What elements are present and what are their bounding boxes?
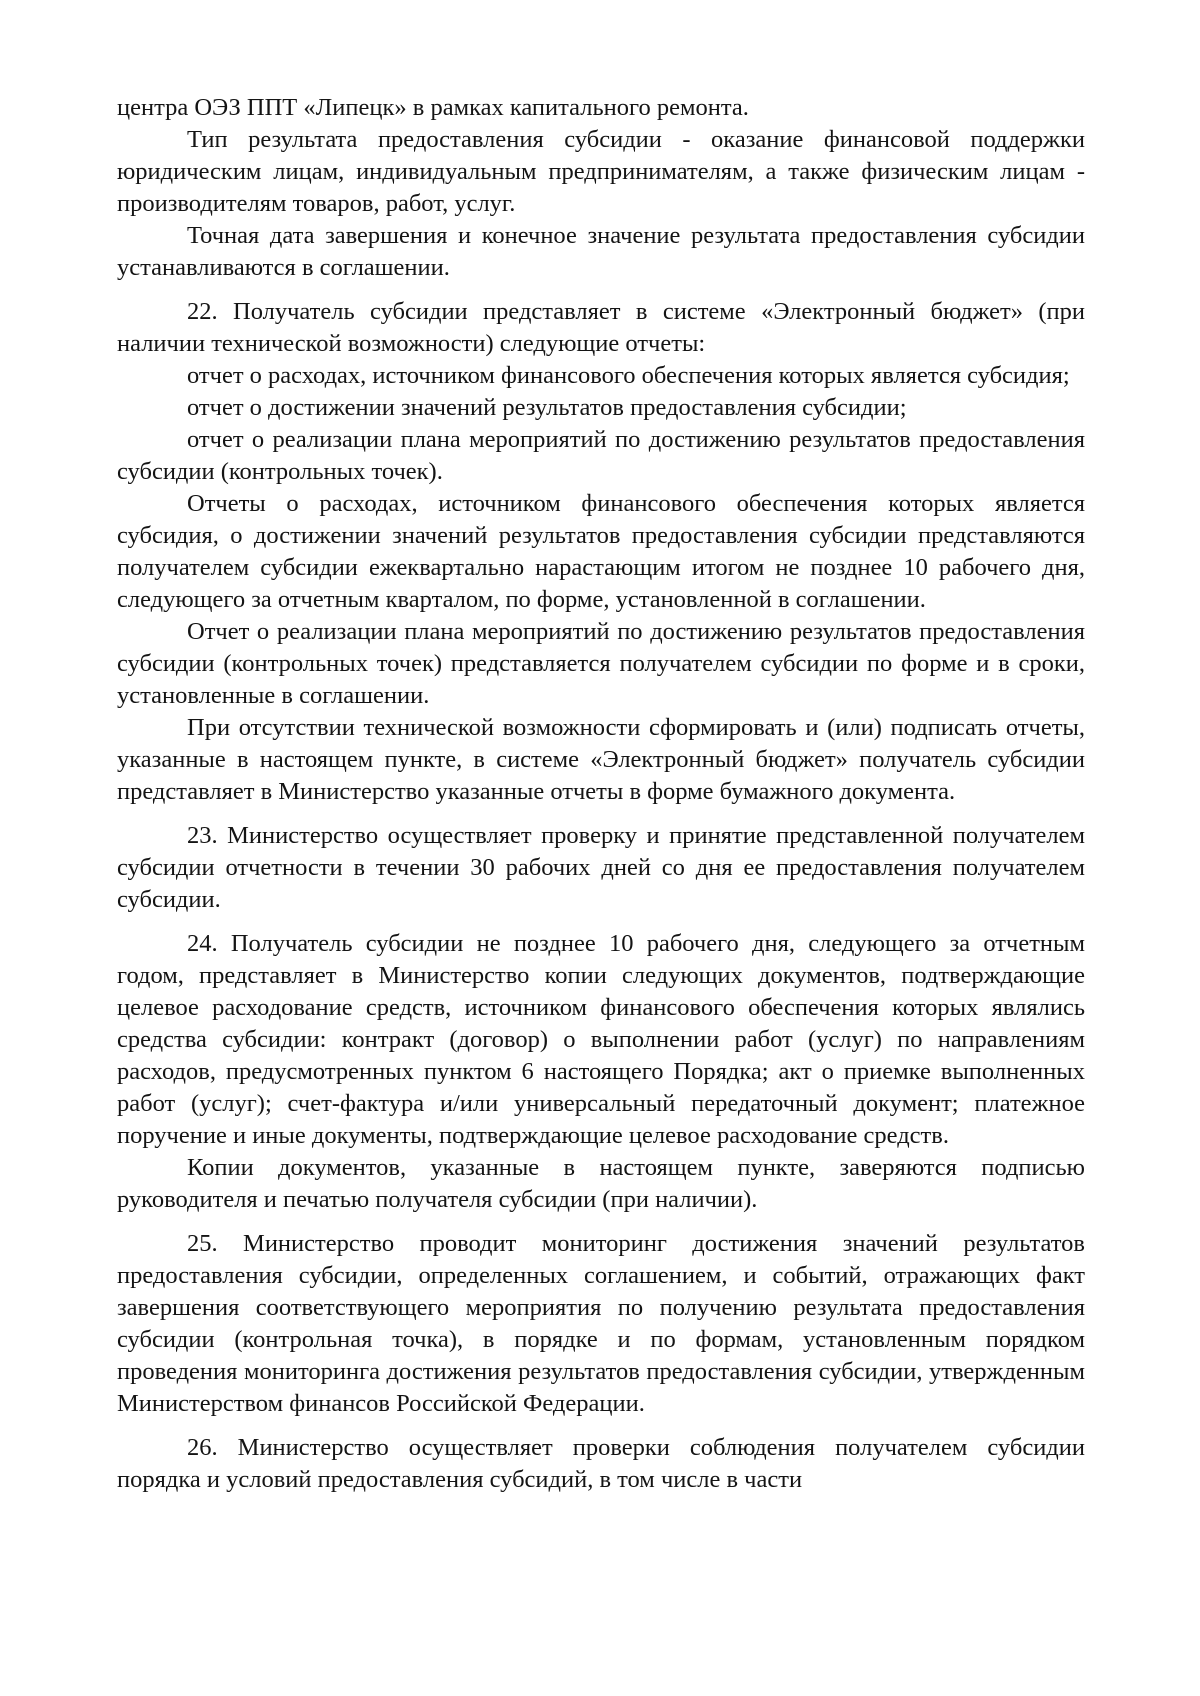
document-page	[117, 92, 1085, 1496]
paragraph-report-schedule: Отчеты о расходах, источником финансового обеспечения которых является субсидия, о достижении значений результатов предоставления субсидии представляются получателем субсидии ежеквартально нарастающим итогом не позднее 10 рабочего дня, следующего за отчетным кварталом, по форме, установленной в соглашении.	[117, 490, 1085, 613]
paragraph-report-results: отчет о достижении значений результатов предоставления субсидии;	[187, 394, 907, 421]
paragraph-item-23: 23. Министерство осуществляет проверку и принятие представленной получателем субсидии отчетности в течении 30 рабочих дней со дня ее предоставления получателем субсидии.	[117, 822, 1085, 913]
paragraph-continuation: центра ОЭЗ ППТ «Липецк» в рамках капитального ремонта.	[117, 94, 749, 121]
paragraph-report-expenses: отчет о расходах, источником финансового обеспечения которых является субсидия;	[187, 362, 1070, 389]
paragraph-paper-reports: При отсутствии технической возможности сформировать и (или) подписать отчеты, указанные в настоящем пункте, в системе «Электронный бюджет» получатель субсидии представляет в Министерство указанные отчеты в форме бумажного документа.	[117, 714, 1085, 805]
paragraph-copies-certification: Копии документов, указанные в настоящем пункте, заверяются подписью руководителя и печатью получателя субсидии (при наличии).	[117, 1154, 1085, 1213]
paragraph-item-24: 24. Получатель субсидии не позднее 10 рабочего дня, следующего за отчетным годом, представляет в Министерство копии следующих документов, подтверждающие целевое расходование средств, источником финансового обеспечения которых являлись средства субсидии: контракт (договор) о выполнении работ (услуг) по направлениям расходов, предусмотренных пунктом 6 настоящего Порядка; акт о приемке выполненных работ (услуг); счет-фактура и/или универсальный передаточный документ; платежное поручение и иные документы, подтверждающие целевое расходование средств.	[117, 930, 1085, 1149]
paragraph-item-22: 22. Получатель субсидии представляет в системе «Электронный бюджет» (при наличии технической возможности) следующие отчеты:	[117, 298, 1085, 357]
paragraph-item-26: 26. Министерство осуществляет проверки соблюдения получателем субсидии порядка и условий предоставления субсидий, в том числе в части	[117, 1434, 1085, 1493]
paragraph-result-type: Тип результата предоставления субсидии - оказание финансовой поддержки юридическим лицам, индивидуальным предпринимателям, а также физическим лицам - производителям товаров, работ, услуг.	[117, 126, 1085, 217]
paragraph-item-25: 25. Министерство проводит мониторинг достижения значений результатов предоставления субсидии, определенных соглашением, и событий, отражающих факт завершения соответствующего мероприятия по получению результата предоставления субсидии (контрольная точка), в порядке и по формам, установленным порядком проведения мониторинга достижения результатов предоставления субсидии, утвержденным Министерством финансов Российской Федерации.	[117, 1230, 1085, 1417]
paragraph-completion-date: Точная дата завершения и конечное значение результата предоставления субсидии устанавливаются в соглашении.	[117, 222, 1085, 281]
paragraph-report-plan: отчет о реализации плана мероприятий по достижению результатов предоставления субсидии (контрольных точек).	[117, 426, 1085, 485]
paragraph-report-plan-form: Отчет о реализации плана мероприятий по достижению результатов предоставления субсидии (контрольных точек) представляется получателем субсидии по форме и в сроки, установленные в соглашении.	[117, 618, 1085, 709]
